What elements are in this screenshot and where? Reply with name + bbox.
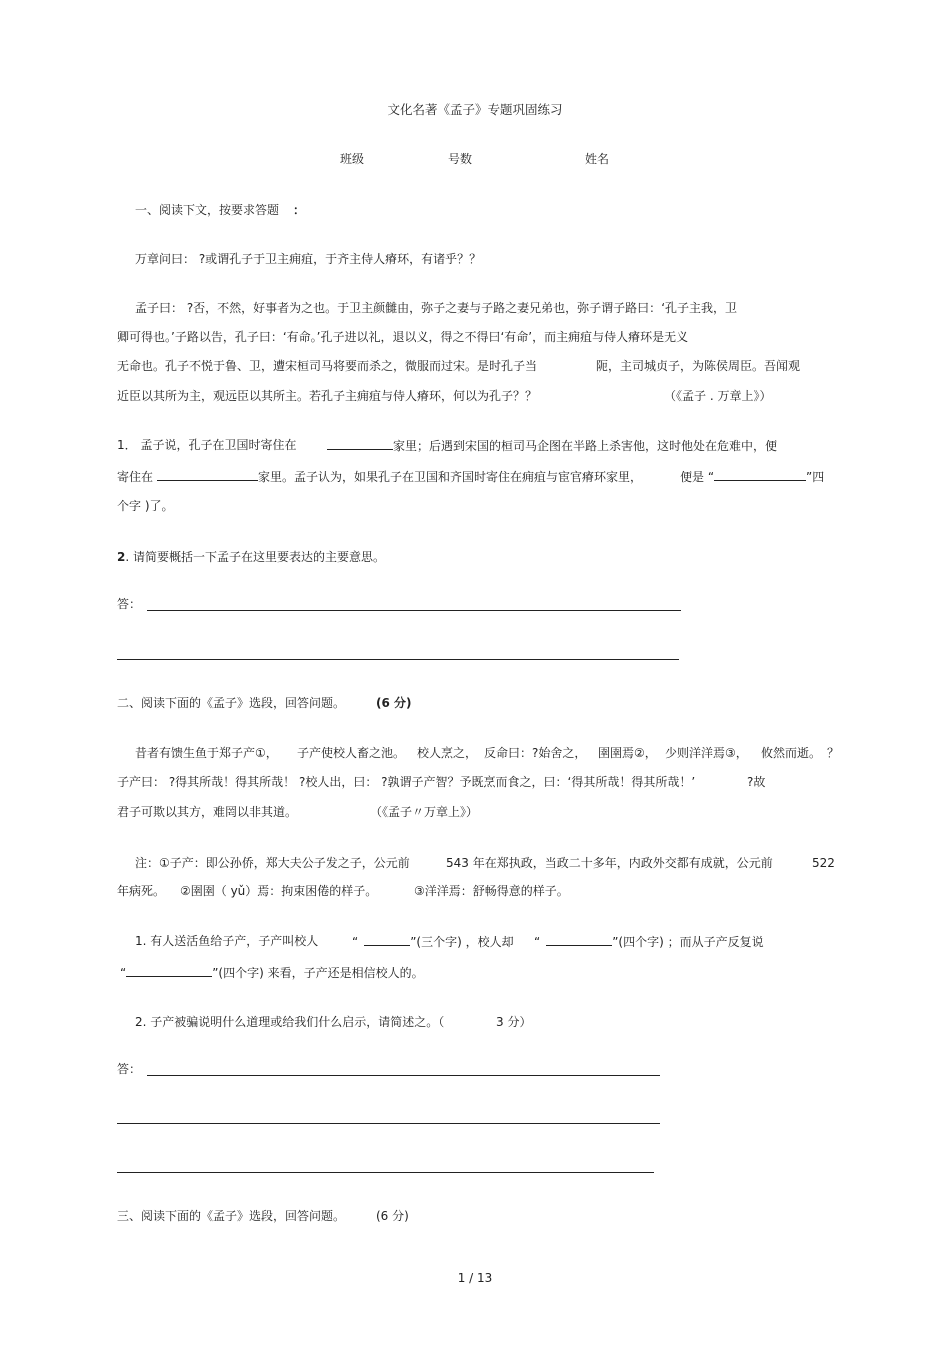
- name-label: 姓名: [585, 152, 610, 166]
- s2-paragraph-line-3a: 君子可欺以其方，难罔以非其道。: [117, 805, 298, 819]
- s2-q1-group-1: [352, 933, 514, 950]
- s2-q1-line-1a: 1. 有人送活鱼给子产，子产叫校人: [135, 934, 319, 948]
- s2-source-citation: （《孟子〃万章上》）: [370, 805, 479, 819]
- s2-q1-blank-3[interactable]: [126, 964, 212, 977]
- s2-note-line-2a: 年病死。: [117, 884, 166, 898]
- s2-note-line-1b: 543 年在郑执政，当政二十多年，内政外交都有成就，公元前: [446, 856, 773, 870]
- s2-q1-line-1e: ”(四个字) ；而从子产反复说: [612, 935, 764, 949]
- s1-answer-label: 答：: [117, 597, 142, 611]
- s2-q2-score: 3 分）: [496, 1015, 532, 1029]
- s2-paragraph-line-1a: 昔者有馈生鱼于郑子产①，: [135, 746, 278, 760]
- s2-q1-open-quote-3: “: [120, 966, 127, 980]
- s1-q1-line-2a: 寄住在: [117, 470, 154, 484]
- s2-paragraph-line-1g: 攸然而逝。: [761, 746, 822, 760]
- s1-q1-line-2b: 家里。孟子认为，如果孔子在卫国和齐国时寄住在痈疽与宦官瘠环家里，: [258, 470, 643, 484]
- s2-note-line-1a: 注：①子产：即公孙侨，郑大夫公子发之子，公元前: [135, 856, 410, 870]
- s1-paragraph-2-line-4a: 近臣以其所为主，观远臣以其所主。若孔子主痈疽与侍人瘠环，何以为孔子？？: [117, 389, 538, 403]
- section-2-heading: 二、阅读下面的《孟子》选段，回答问题。: [117, 696, 346, 710]
- class-label: 班级: [340, 152, 365, 166]
- s2-q2-text: 2. 子产被骗说明什么道理或给我们什么启示，请简述之。（: [135, 1015, 445, 1029]
- s2-paragraph-line-1d: 反命曰：?始舍之，: [484, 746, 587, 760]
- s1-paragraph-2-line-3b: 阨，主司城贞子，为陈侯周臣。吾闻观: [596, 359, 801, 373]
- s2-q1-open-quote-2: “: [534, 935, 541, 949]
- number-label: 号数: [448, 152, 473, 166]
- s1-q2-number: 2: [117, 550, 126, 564]
- s2-paragraph-line-1h: ？: [827, 746, 840, 760]
- s1-source-citation: （《孟子 . 万章上》）: [664, 389, 772, 403]
- s2-paragraph-line-1e: 圉圉焉②，: [598, 746, 657, 760]
- section-1-heading: [135, 202, 305, 218]
- page-number: 1 / 13: [457, 1271, 493, 1285]
- section-3-heading: 三、阅读下面的《孟子》选段，回答问题。: [117, 1209, 346, 1223]
- s2-answer-line-3[interactable]: [117, 1172, 654, 1173]
- s2-q1-blank-1[interactable]: [364, 933, 410, 946]
- s1-q1-blank-2[interactable]: [157, 468, 258, 481]
- s2-note-line-2b: ②圉圉（ yǔ）焉：拘束困倦的样子。: [180, 884, 378, 898]
- s2-q1-group-2: [534, 933, 764, 950]
- s1-q1-line-3: 个字 )了。: [117, 499, 174, 513]
- s1-q1-line-2c: 便是 “: [680, 470, 715, 484]
- section-1-heading-colon: ：: [293, 203, 306, 217]
- s2-answer-line-1[interactable]: [147, 1075, 660, 1076]
- s1-answer-line-1[interactable]: [147, 610, 681, 611]
- s1-paragraph-2-line-1: 孟子曰： ?否，不然，好事者为之也。于卫主颜雠由，弥子之妻与子路之妻兄弟也，弥子谓子路曰：‘孔子主我，卫: [135, 301, 738, 315]
- section-1-heading-text: 一、阅读下文，按要求答题: [135, 203, 280, 217]
- s2-paragraph-line-2a: 子产曰： ?得其所哉！得其所哉！ ?校人出，曰： ?孰谓子产智？予既烹而食之，曰：‘得其所哉！得其所哉！’: [117, 775, 696, 789]
- s1-answer-line-2[interactable]: [117, 659, 679, 660]
- s1-q1-line-1b: 家里；后遇到宋国的桓司马企图在半路上杀害他，这时他处在危难中，便: [393, 439, 778, 453]
- s2-paragraph-line-1b: 子产使校人畜之池。: [297, 746, 406, 760]
- s1-paragraph-1: 万章问曰： ?或谓孔子于卫主痈疽，于齐主侍人瘠环，有诸乎？？: [135, 252, 482, 266]
- s1-q2-text: . 请简要概括一下孟子在这里要表达的主要意思。: [125, 550, 385, 564]
- s1-q1-line-1: [327, 437, 777, 454]
- s2-q1-line-2b: ”(四个字) 来看，子产还是相信校人的。: [212, 966, 424, 980]
- s1-q1-line-2: [117, 468, 642, 485]
- s2-q1-line-1c: ”(三个字) ，校人却: [410, 935, 514, 949]
- s1-paragraph-2-line-3a: 无命也。孔子不悦于鲁、卫，遭宋桓司马将要而杀之，微服而过宋。是时孔子当: [117, 359, 538, 373]
- section-3-score: (6 分): [376, 1209, 409, 1223]
- s2-note-line-1c: 522: [812, 856, 835, 870]
- s2-q1-line-2: [120, 964, 424, 981]
- s2-note-line-2c: ③洋洋焉：舒畅得意的样子。: [414, 884, 569, 898]
- s1-q1-line-2c-group: [680, 468, 824, 485]
- s2-paragraph-line-2b: ?故: [747, 775, 766, 789]
- s1-q2: [117, 549, 385, 565]
- s2-q1-open-quote-1: “: [352, 935, 359, 949]
- s2-paragraph-line-1f: 少则洋洋焉③，: [665, 746, 748, 760]
- s2-paragraph-line-1c: 校人烹之，: [417, 746, 478, 760]
- s1-q1-blank-1[interactable]: [327, 437, 393, 450]
- s1-q1-blank-3[interactable]: [714, 468, 806, 481]
- section-2-score: (6 分): [376, 696, 412, 710]
- page-title: 文化名著《孟子》专题巩固练习: [387, 102, 563, 117]
- s2-answer-label: 答：: [117, 1062, 142, 1076]
- s1-q1-line-2d: ”四: [806, 470, 825, 484]
- s1-paragraph-2-line-2: 卿可得也。’子路以告，孔子曰：‘有命。’孔子进以礼，退以义，得之不得曰‘有命’，而主痈疽与侍人瘠环是无义: [117, 330, 689, 344]
- s1-q1-line-1a: 1． 孟子说，孔子在卫国时寄住在: [117, 438, 297, 452]
- s2-q1-blank-2[interactable]: [546, 933, 612, 946]
- s2-answer-line-2[interactable]: [117, 1123, 660, 1124]
